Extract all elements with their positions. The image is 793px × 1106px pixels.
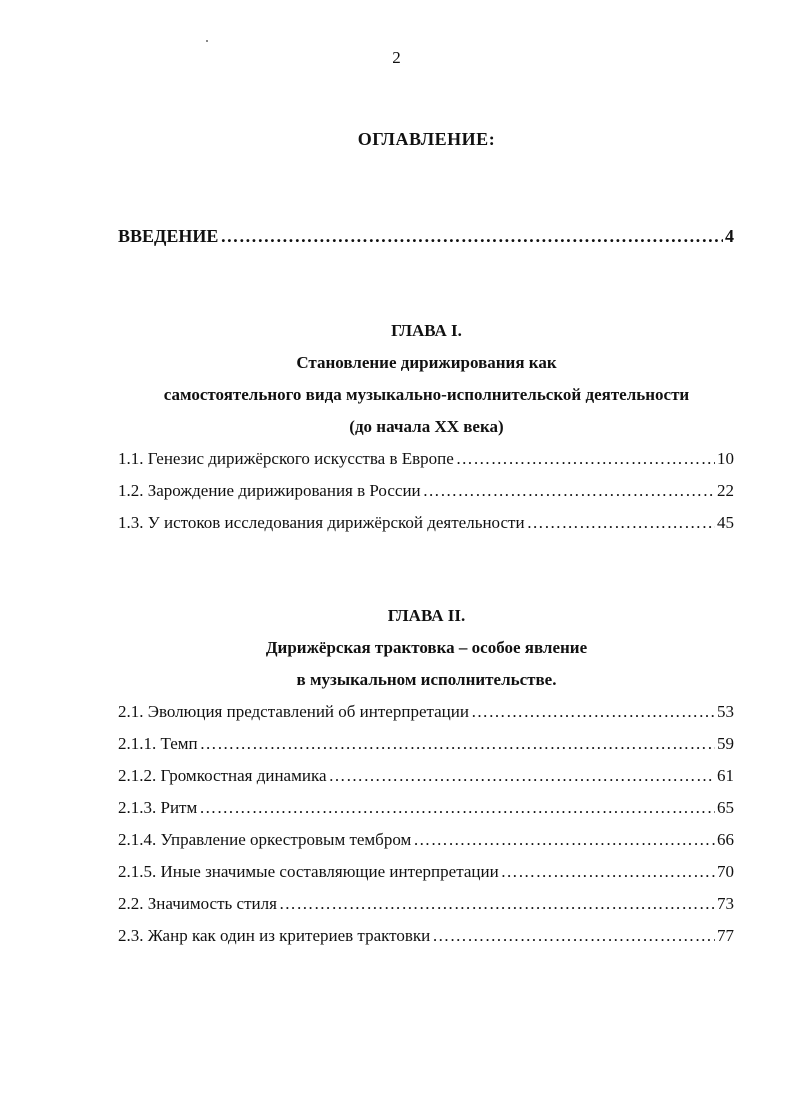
toc-entry-page: 22	[717, 481, 734, 500]
toc-entry[interactable]	[118, 702, 734, 722]
toc-entry-page: 66	[717, 830, 734, 849]
leader-dots	[527, 513, 715, 533]
toc-entry[interactable]	[118, 734, 734, 754]
toc-entry[interactable]	[118, 513, 734, 533]
toc-entry[interactable]	[118, 926, 734, 946]
toc-entry-page: 59	[717, 734, 734, 753]
leader-dots	[501, 862, 715, 882]
toc-entry[interactable]	[118, 862, 734, 882]
toc-entry-label: 2.1.2. Громкостная динамика	[118, 766, 327, 785]
leader-dots	[220, 226, 723, 246]
toc-entry-label: 1.1. Генезис дирижёрского искусства в Европе	[118, 449, 454, 468]
page-title: ОГЛАВЛЕНИЕ:	[357, 129, 496, 149]
toc-entry-label: ВВЕДЕНИЕ	[118, 226, 219, 246]
toc-entry-page: 10	[717, 449, 734, 468]
leader-dots	[456, 449, 715, 469]
toc-entry[interactable]	[118, 481, 734, 501]
toc-entry[interactable]	[118, 449, 734, 469]
leader-dots	[471, 702, 715, 722]
scan-speck	[206, 40, 208, 42]
toc-entry-label: 2.3. Жанр как один из критериев трактовки	[118, 926, 431, 945]
chapter1-subtitle-line: самостоятельного вида музыкально-исполнительской деятельности	[163, 385, 690, 404]
chapter1-subtitle-line: Становление дирижирования как	[296, 353, 557, 372]
toc-entry-page: 53	[717, 702, 734, 721]
toc-entry-page: 45	[717, 513, 734, 532]
leader-dots	[199, 798, 715, 818]
toc-entry[interactable]	[118, 798, 734, 818]
toc-entry-label: 2.1.4. Управление оркестровым тембром	[118, 830, 412, 849]
chapter1-heading: ГЛАВА I.	[391, 321, 462, 340]
leader-dots	[432, 926, 715, 946]
toc-entry[interactable]	[118, 830, 734, 850]
toc-entry-label: 2.1.1. Темп	[118, 734, 198, 753]
leader-dots	[423, 481, 715, 501]
chapter2-subtitle-line: в музыкальном исполнительстве.	[296, 670, 557, 689]
chapter1-subtitle-line: (до начала XX века)	[349, 417, 504, 436]
leader-dots	[200, 734, 715, 754]
toc-entry-page: 77	[717, 926, 734, 945]
toc-entry-label: 1.2. Зарождение дирижирования в России	[118, 481, 421, 500]
toc-entry[interactable]	[118, 894, 734, 914]
toc-entry-label: 2.2. Значимость стиля	[118, 894, 277, 913]
toc-entry-page: 61	[717, 766, 734, 785]
toc-entry-label: 2.1.3. Ритм	[118, 798, 198, 817]
toc-entry-page: 70	[717, 862, 734, 881]
toc-entry[interactable]	[118, 766, 734, 786]
toc-entry-page: 65	[717, 798, 734, 817]
toc-entry-page: 73	[717, 894, 734, 913]
toc-entry-label: 2.1. Эволюция представлений об интерпретации	[118, 702, 469, 721]
page-number: 2	[392, 48, 401, 67]
leader-dots	[279, 894, 715, 914]
toc-entry-label: 1.3. У истоков исследования дирижёрской деятельности	[118, 513, 525, 532]
toc-entry-page: 4	[725, 226, 734, 246]
chapter2-heading: ГЛАВА II.	[387, 606, 466, 625]
toc-entry-intro[interactable]	[118, 226, 734, 246]
leader-dots	[329, 766, 716, 786]
toc-entry-label: 2.1.5. Иные значимые составляющие интерпретации	[118, 862, 499, 881]
chapter2-subtitle-line: Дирижёрская трактовка – особое явление	[265, 638, 588, 657]
leader-dots	[413, 830, 715, 850]
